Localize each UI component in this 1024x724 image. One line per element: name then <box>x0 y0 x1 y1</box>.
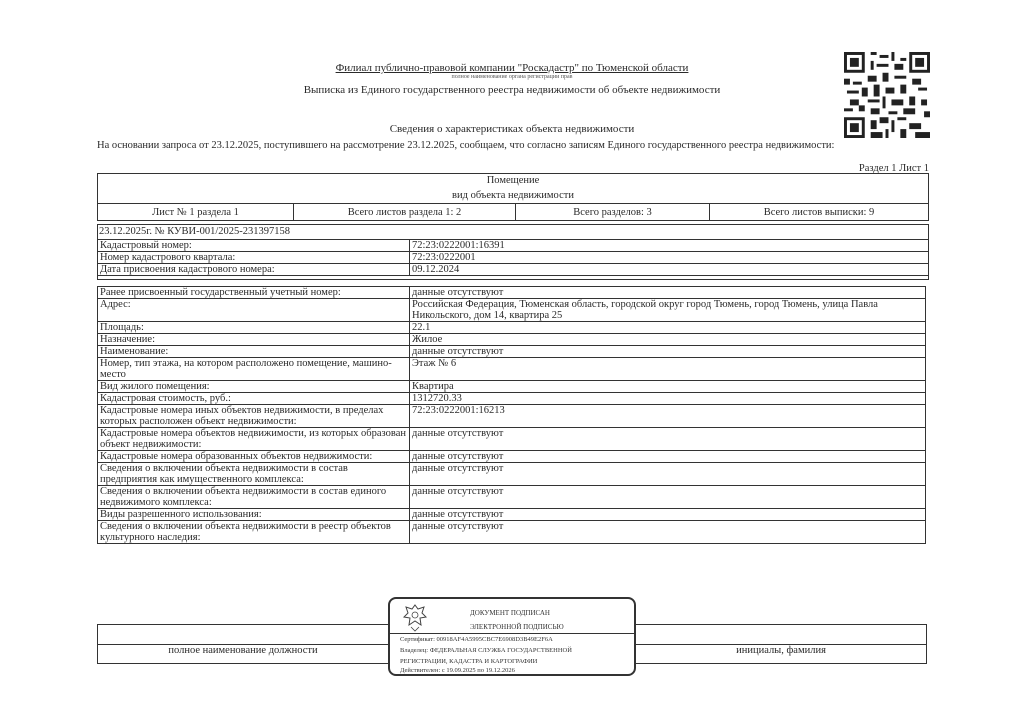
object-kind-caption: вид объекта недвижимости <box>452 190 574 201</box>
electronic-signature-stamp <box>388 597 636 676</box>
stamp-owner-1: Владелец: ФЕДЕРАЛЬНАЯ СЛУЖБА ГОСУДАРСТВЕННОЙ <box>400 647 572 654</box>
table-row <box>98 486 926 509</box>
object-kind: Помещение <box>486 175 540 186</box>
row-value: данные отсутствуют <box>410 509 926 521</box>
stamp-owner-2: РЕГИСТРАЦИИ, КАДАСТРА И КАРТОГРАФИИ <box>400 658 538 665</box>
row-label: Номер, тип этажа, на котором расположено помещение, машино-место <box>98 358 410 381</box>
row-label: Кадастровая стоимость, руб.: <box>98 393 410 405</box>
initials-caption: инициалы, фамилия <box>736 645 826 656</box>
organization-name: Филиал публично-правовой компании "Роскадастр" по Тюменской области <box>335 62 689 74</box>
row-label: Назначение: <box>98 334 410 346</box>
id-value: 72:23:0222001:16391 <box>410 240 929 252</box>
row-label: Сведения о включении объекта недвижимости в реестр объектов культурного наследия: <box>98 521 410 544</box>
row-label: Кадастровые номера объектов недвижимости, из которых образован объект недвижимости: <box>98 428 410 451</box>
ids-table <box>97 239 929 276</box>
table-row <box>98 521 926 544</box>
table-row <box>98 509 926 521</box>
total-sheets-section: Всего листов раздела 1: 2 <box>347 207 462 218</box>
id-label: Номер кадастрового квартала: <box>98 252 410 264</box>
row-value: данные отсутствуют <box>410 521 926 544</box>
row-label: Кадастровые номера образованных объектов недвижимости: <box>98 451 410 463</box>
section-label: Раздел 1 Лист 1 <box>858 163 929 174</box>
emblem-icon <box>402 603 428 633</box>
table-row <box>98 358 926 381</box>
row-value: Жилое <box>410 334 926 346</box>
basis-text: На основании запроса от 23.12.2025, поступившего на рассмотрение 23.12.2025, сообщаем, что согласно записям Единого государственного реестра недвижимости: <box>97 140 835 151</box>
row-value: данные отсутствуют <box>410 287 926 299</box>
id-row <box>98 252 929 264</box>
extract-title: Выписка из Единого государственного реестра недвижимости об объекте недвижимости <box>303 84 721 96</box>
position-caption: полное наименование должности <box>168 645 318 656</box>
row-value: 1312720.33 <box>410 393 926 405</box>
row-label: Сведения о включении объекта недвижимости в состав предприятия как имущественного комплекса: <box>98 463 410 486</box>
row-value: данные отсутствуют <box>410 486 926 509</box>
table-row <box>98 451 926 463</box>
id-row <box>98 264 929 276</box>
id-label: Кадастровый номер: <box>98 240 410 252</box>
table-row <box>98 405 926 428</box>
stamp-certificate: Сертификат: 00918AF4А5995СВС7Е6908D3В49Е2F6А <box>400 636 553 643</box>
row-label: Адрес: <box>98 299 410 322</box>
stamp-title-1: ДОКУМЕНТ ПОДПИСАН <box>470 609 550 617</box>
table-row <box>98 299 926 322</box>
row-label: Виды разрешенного использования: <box>98 509 410 521</box>
id-row <box>98 240 929 252</box>
total-sections: Всего разделов: 3 <box>573 207 652 218</box>
stamp-title-2: ЭЛЕКТРОННОЙ ПОДПИСЬЮ <box>470 623 564 631</box>
row-label: Наименование: <box>98 346 410 358</box>
row-label: Ранее присвоенный государственный учетный номер: <box>98 287 410 299</box>
total-sheets-extract: Всего листов выписки: 9 <box>763 207 875 218</box>
table-row <box>98 463 926 486</box>
id-value: 72:23:0222001 <box>410 252 929 264</box>
row-value: Российская Федерация, Тюменская область, городской округ город Тюмень, город Тюмень, улица Павла Никольского, дом 14, квартира 25 <box>410 299 926 322</box>
row-value: 72:23:0222001:16213 <box>410 405 926 428</box>
sheet-number: Лист № 1 раздела 1 <box>152 207 239 218</box>
info-title: Сведения о характеристиках объекта недвижимости <box>389 123 635 135</box>
table-row <box>98 428 926 451</box>
stamp-validity: Действителен: с 19.09.2025 по 19.12.2026 <box>400 667 515 674</box>
row-label: Площадь: <box>98 322 410 334</box>
table-row <box>98 381 926 393</box>
id-value: 09.12.2024 <box>410 264 929 276</box>
table-row <box>98 287 926 299</box>
row-value: Этаж № 6 <box>410 358 926 381</box>
row-label: Кадастровые номера иных объектов недвижимости, в пределах которых расположен объект недвижимости: <box>98 405 410 428</box>
characteristics-table <box>97 286 926 544</box>
row-value: Квартира <box>410 381 926 393</box>
row-value: данные отсутствуют <box>410 451 926 463</box>
table-row <box>98 346 926 358</box>
doc-number: 23.12.2025г. № КУВИ-001/2025-231397158 <box>99 226 290 237</box>
table-row <box>98 322 926 334</box>
row-value: 22.1 <box>410 322 926 334</box>
row-label: Вид жилого помещения: <box>98 381 410 393</box>
table-row <box>98 334 926 346</box>
organization-caption: полное наименование органа регистрации прав <box>451 74 573 80</box>
table-row <box>98 393 926 405</box>
object-kind-box <box>97 173 929 221</box>
row-value: данные отсутствуют <box>410 346 926 358</box>
id-label: Дата присвоения кадастрового номера: <box>98 264 410 276</box>
row-value: данные отсутствуют <box>410 428 926 451</box>
row-value: данные отсутствуют <box>410 463 926 486</box>
row-label: Сведения о включении объекта недвижимости в состав единого недвижимого комплекса: <box>98 486 410 509</box>
